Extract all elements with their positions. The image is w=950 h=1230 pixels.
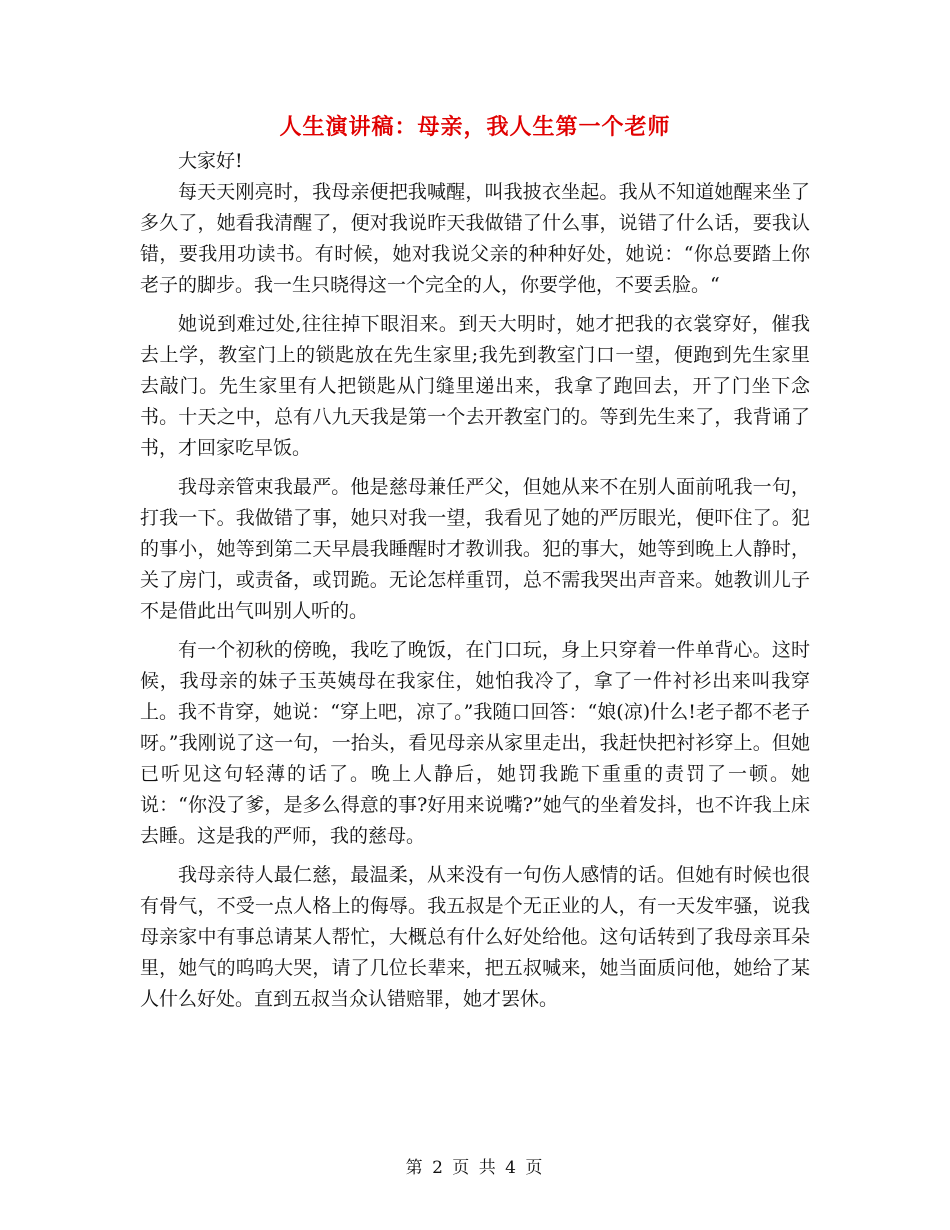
- paragraph-4: 有一个初秋的傍晚，我吃了晚饭，在门口玩，身上只穿着一件单背心。这时候，我母亲的妹子玉英姨母在我家住，她怕我冷了，拿了一件衬衫出来叫我穿上。我不肯穿，她说：“穿上吧，凉了。”我随口回答：“娘(凉)什么!老子都不老子呀。”我刚说了这一句，一抬头，看见母亲从家里走出，我赶快把衬衫穿上。但她已听见这句轻薄的话了。晚上人静后，她罚我跪下重重的责罚了一顿。她说：“你没了爹，是多么得意的事?好用来说嘴?”她气的坐着发抖，也不许我上床去睡。这是我的严师，我的慈母。: [140, 639, 810, 847]
- paragraph-1: 每天天刚亮时，我母亲便把我喊醒，叫我披衣坐起。我从不知道她醒来坐了多久了，她看我清醒了，便对我说昨天我做错了什么事，说错了什么话，要我认错，要我用功读书。有时候，她对我说父亲的种种好处，她说：“你总要踏上你老子的脚步。我一生只晓得这一个完全的人，你要学他，不要丢脸。“: [140, 181, 810, 296]
- paragraph-3: 我母亲管束我最严。他是慈母兼任严父，但她从来不在别人面前吼我一句，打我一下。我做错了事，她只对我一望，我看见了她的严厉眼光，便吓住了。犯的事小，她等到第二天早晨我睡醒时才教训我。犯的事大，她等到晚上人静时，关了房门，或责备，或罚跪。无论怎样重罚，总不需我哭出声音来。她教训儿子不是借此出气叫别人听的。: [140, 476, 810, 622]
- document-body: [140, 146, 810, 1023]
- paragraph-greeting: 大家好!: [178, 150, 243, 172]
- paragraph-5: 我母亲待人最仁慈，最温柔，从来没有一句伤人感情的话。但她有时候也很有骨气，不受一点人格上的侮辱。我五叔是个无正业的人，有一天发牢骚，说我母亲家中有事总请某人帮忙，大概总有什么好处给他。这句话转到了我母亲耳朵里，她气的呜呜大哭，请了几位长辈来，把五叔喊来，她当面质问他，她给了某人什么好处。直到五叔当众认错赔罪，她才罢休。: [140, 864, 810, 1010]
- document-title: 人生演讲稿：母亲，我人生第一个老师: [279, 114, 671, 140]
- paragraph-2: 她说到难过处,往往掉下眼泪来。到天大明时，她才把我的衣裳穿好，催我去上学，教室门上的锁匙放在先生家里;我先到教室门口一望，便跑到先生家里去敲门。先生家里有人把锁匙从门缝里递出来，我拿了跑回去，开了门坐下念书。十天之中，总有八九天我是第一个去开教室门的。等到先生来了，我背诵了书，才回家吃早饭。: [140, 313, 810, 459]
- page-footer: 第 2 页 共 4 页: [405, 1158, 545, 1178]
